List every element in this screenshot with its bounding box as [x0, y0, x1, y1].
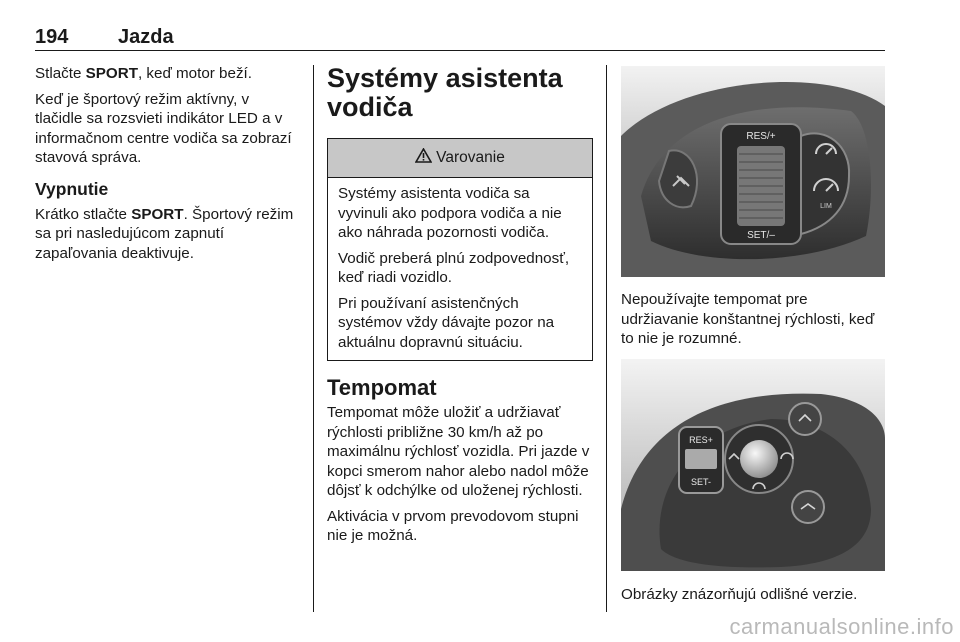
- column-divider-1: [313, 65, 314, 612]
- warning-box: [327, 138, 593, 361]
- paragraph-sport-off: Krátko stlačte SPORT. Športový režim sa pri nasledujúcom zapnutí zapaľovania deaktivuje.: [35, 205, 294, 262]
- paragraph-tempomat-gear: Aktivácia v prvom prevodovom stupni nie je možná.: [327, 507, 579, 544]
- warning-paragraph: Systémy asistenta vodiča sa vyvinuli ako podpora vodiča a nie ako náhrada pozornosti vodiča.: [338, 185, 562, 241]
- heading-off: Vypnutie: [35, 178, 109, 199]
- warning-triangle-icon: [415, 148, 432, 163]
- warning-paragraph: Vodič preberá plnú zodpovednosť, keď riadi vozidlo.: [338, 249, 570, 286]
- column-3: [621, 66, 885, 610]
- res-plus-label: RES/+: [746, 131, 776, 142]
- warning-icon: [415, 148, 432, 169]
- page-number: 194: [35, 26, 69, 48]
- section-title: Jazda: [118, 26, 174, 48]
- set-minus-label-2: SET-: [690, 476, 712, 487]
- warning-body: [328, 178, 592, 360]
- caption-2: Obrázky znázorňujú odlišné verzie.: [621, 585, 858, 603]
- warning-paragraph: Pri používaní asistenčných systémov vždy dávajte pozor na aktuálnu dopravnú situáciu.: [338, 294, 555, 351]
- chapter-title: Systémy asistenta vodiča: [327, 63, 563, 122]
- caption-1: Nepoužívajte tempomat pre udržiavanie konštantnej rýchlosti, keď to nie je rozumné.: [621, 291, 875, 347]
- warning-header: [328, 139, 592, 178]
- column-1: [35, 64, 300, 269]
- column-divider-2: [606, 65, 607, 612]
- steering-wheel-photo-1: [621, 66, 885, 277]
- paragraph-tempomat-speed: Tempomat môže uložiť a udržiavať rýchlosti približne 30 km/h až po maximálnu rýchlosť vozidla. Pri jazde v kopci smerom nahor alebo nadol môže dôjsť k odchýlke od uloženej rýchlosti.: [327, 404, 590, 499]
- lim-label: LIM: [820, 203, 832, 210]
- page-header: [35, 26, 885, 51]
- watermark: carmanualsonline.info: [729, 614, 954, 639]
- warning-label: Varovanie: [436, 149, 505, 167]
- set-minus-label: SET/–: [747, 230, 775, 241]
- paragraph-sport-active: Keď je športový režim aktívny, v tlačidle sa rozsvieti indikátor LED a v informačnom centre vodiča sa zobrazí stavová správa.: [35, 90, 292, 166]
- res-plus-label-2: RES+: [689, 434, 713, 445]
- paragraph-sport-on: Stlačte SPORT, keď motor beží.: [35, 65, 252, 82]
- section-heading-tempomat: Tempomat: [327, 375, 437, 400]
- steering-wheel-photo-2: [621, 359, 885, 571]
- column-2: [327, 64, 593, 552]
